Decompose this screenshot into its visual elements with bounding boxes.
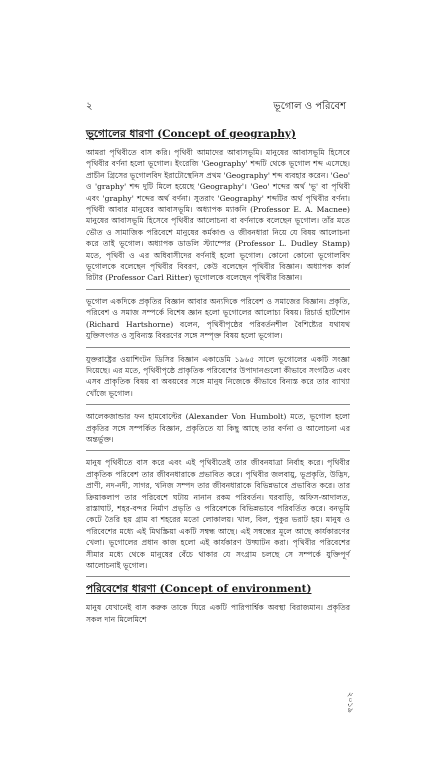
paragraph: আমরা পৃথিবীতে বাস করি। পৃথিবী আমাদের আবাসভূমি। মানুষের আবাসভূমি হিসেবে পৃথিবীর বর্ণনা হলো ভূগোল। ইংরেজি 'Geography' শব্দটি থেকে ভূগোল শব্দ এসেছে। প্রাচীন গ্রিসের ভূগোলবিদ ইরাটোস্থেনিস প্রথম 'Geography' শব্দ ব্যবহার করেন। 'Geo' ও 'graphy' শব্দ দুটি মিলে হয়েছে 'Geography'। 'Geo' শব্দের অর্থ 'ভূ' বা পৃথিবী এবং 'graphy' শব্দের অর্থ বর্ণনা। সুতরাং 'Geography' শব্দটির অর্থ পৃথিবীর বর্ণনা। পৃথিবী আবার মানুষের আবাসভূমি। অধ্যাপক ম্যাকনি (Professor E. A. Macnee) মানুষের আবাসভূমি হিসেবে পৃথিবীর আলোচনা বা বর্ণনাকে বলেছেন ভূগোল। তাঁর মতে ভৌত ও সামাজিক পরিবেশে মানুষের কর্মকাণ্ড ও জীবনধারা নিয়ে যে বিষয় আলোচনা করে তাই ভূগোল। অধ্যাপক ডাডলি স্ট্যাম্পের (Professor L. Dudley Stamp) মতে, পৃথিবী ও এর অধিবাসীদের বর্ণনাই হলো ভূগোল। কোনো কোনো ভূগোলবিদ ভূগোলকে বলেছেন পৃথিবীর বিবরণ, কেউ বলেছেন পৃথিবীর বিজ্ঞান। অধ্যাপক কার্ল রিটার (Professor Carl Ritter) ভূগোলকে বলেছেন পৃথিবীর বিজ্ঞান। [86,148,350,283]
running-title: ভূগোল ও পরিবেশ [273,101,346,112]
divider [86,576,350,577]
paragraph: মানুষ পৃথিবীতে বাস করে এবং এই পৃথিবীতেই তার জীবনযাত্রা নির্বাহ করে। পৃথিবীর প্রাকৃতিক পরিবেশ তার জীবনধারাকে প্রভাবিত করে। পৃথিবীর জলবায়ু, ভূপ্রকৃতি, উদ্ভিদ, প্রাণী, নদ-নদী, সাগর, খনিজ সম্পদ তার জীবনধারাকে বিভিন্নভাবে প্রভাবিত করে। তার ক্রিয়াকলাপ তার পরিবেশে ঘটায় নানান রকম পরিবর্তন। ঘরবাড়ি, অফিস-আদালত, রাস্তাঘাট, শহর-বন্দর নির্মাণ প্রভৃতি ও পরিবেশকে বিভিন্নভাবে পরিবর্তিত করে। বনভূমি কেটে তৈরি হয় গ্রাম বা শহরের মতো লোকালয়। খাল, বিল, পুকুর ভরাট হয়। মানুষ ও পরিবেশের মধ্যে এই মিথস্ক্রিয়া একটি সম্বন্ধ আছে। এই সম্বন্ধের মূলে আছে কার্যকারণের খেলা। ভূগোলের প্রধান কাজ হলো এই কার্যকারণ উদ্ঘাটন করা। পৃথিবীর পরিবেশের সীমার মধ্যে থেকে মানুষের বেঁচে থাকার যে সংগ্রাম চলছে সে সম্পর্কে যুক্তিপূর্ণ আলোচনাই ভূগোল। [86,458,350,570]
paragraph: ভূগোল একদিকে প্রকৃতির বিজ্ঞান আবার অন্যদিকে পরিবেশ ও সমাজের বিজ্ঞান। প্রকৃতি, পরিবেশ ও সমাজ সম্পর্কে বিশেষ জ্ঞান হলো ভূগোলের আলোচ্য বিষয়। রিচার্ড হার্টশোন (Richard Hartshorne) বলেন, পৃথিবীপৃষ্ঠের পরিবর্তনশীল বৈশিষ্ট্যের যথাযথ যুক্তিসংগত ও সুবিন্যস্ত বিবরণের সঙ্গে সম্পৃক্ত বিষয় হলো ভূগোল। [86,296,350,341]
section-heading-environment: পরিবেশের ধারণা (Concept of environment) [86,583,312,596]
page-content [86,128,350,630]
divider [86,289,350,290]
divider [86,347,350,348]
page-number: ২ [86,101,93,112]
divider [86,450,350,451]
divider [86,404,350,405]
side-margin-mark: ২০১৯ [346,692,355,713]
page-header [86,100,346,114]
paragraph: মানুষ যেখানেই বাস করুক তাকে ঘিরে একটি পারিপার্শ্বিক অবস্থা বিরাজমান। প্রকৃতির সকল দান মিলেমিশে [86,603,350,624]
paragraph: যুক্তরাষ্ট্রের ওয়াশিংটন ডিসির বিজ্ঞান একাডেমি ১৯৬৫ সালে ভূগোলের একটি সংজ্ঞা দিয়েছে। এর মতে, পৃথিবীপৃষ্ঠে প্রাকৃতিক পরিবেশের উপাদানগুলো কীভাবে সংগঠিত এবং এসব প্রাকৃতিক বিষয় বা অবয়বের সঙ্গে মানুষ নিজেকে কীভাবে বিন্যস্ত করে তার ব্যাখ্যা খোঁজে ভূগোল। [86,354,350,398]
section-heading-geography: ভূগোলের ধারণা (Concept of geography) [86,128,297,140]
paragraph: আলেকজান্ডার ফন হামবোল্টের (Alexander Von Humbolt) মতে, ভূগোল হলো প্রকৃতির সঙ্গে সম্পর্কিত বিজ্ঞান, প্রকৃতিতে যা কিছু আছে তার বর্ণনা ও আলোচনা এর অন্তর্ভুক্ত। [86,412,350,444]
